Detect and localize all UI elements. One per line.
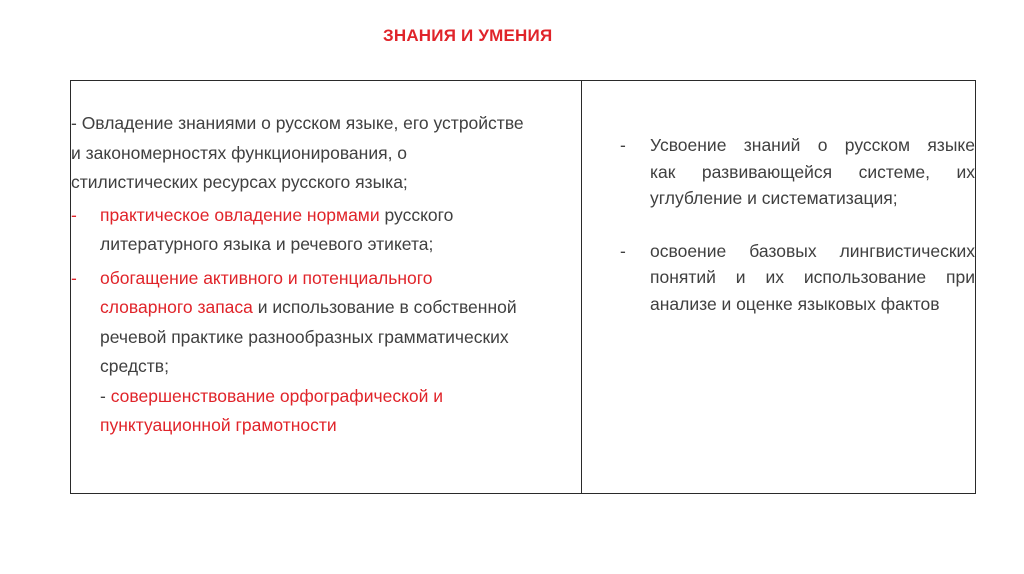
plain-text: русского — [379, 204, 454, 225]
list-item-mastery — [620, 132, 975, 212]
knowledge-cell — [71, 109, 579, 441]
bullet-mark: - — [620, 135, 626, 155]
dash-text: - — [100, 385, 111, 406]
intro-line-3: стилистических ресурсах русского языка; — [71, 172, 408, 192]
list-item-line: речевой практике разнообразных грамматических — [100, 326, 509, 347]
list-item-line: литературного языка и речевого этикета; — [100, 234, 434, 254]
highlighted-text: совершенствование орфографической и — [110, 385, 444, 406]
highlighted-text: словарного запаса — [100, 297, 253, 317]
list-item-line — [100, 293, 579, 323]
list-item-line: Усвоение знаний о русском языке — [650, 135, 975, 155]
intro-line-1: - Овладение знаниями о русском языке, его устройстве — [71, 113, 524, 133]
column-divider — [581, 81, 582, 493]
bullet-mark: - — [620, 240, 626, 261]
list-item-line: средств; — [100, 356, 169, 376]
list-item-line: освоение базовых лингвистических — [650, 240, 975, 261]
list-item-line: углубление и систематизация; — [650, 188, 898, 208]
intro-line-2: и закономерностях функционирования, о — [71, 142, 408, 163]
list-item-line: анализе и оценке языковых фактов — [650, 293, 940, 314]
list-item-line — [100, 201, 579, 231]
bullet-mark: - — [71, 204, 77, 225]
list-item-line: понятий и их использование при — [650, 267, 975, 287]
list-item-concepts — [620, 238, 975, 318]
list-item-norms — [71, 201, 579, 260]
highlighted-text: практическое овладение нормами — [100, 204, 380, 225]
highlighted-text: пунктуационной грамотности — [100, 415, 337, 435]
skills-cell — [620, 132, 975, 317]
content-table — [70, 80, 976, 494]
plain-text: и использование в собственной — [252, 297, 517, 317]
list-item-line: как развивающейся системе, их — [650, 161, 975, 182]
page-title: ЗНАНИЯ И УМЕНИЯ — [383, 26, 553, 45]
list-item-line — [100, 382, 579, 412]
list-item-vocabulary — [71, 264, 579, 441]
bullet-mark: - — [71, 267, 77, 288]
highlighted-text: обогащение активного и потенциального — [100, 267, 433, 288]
